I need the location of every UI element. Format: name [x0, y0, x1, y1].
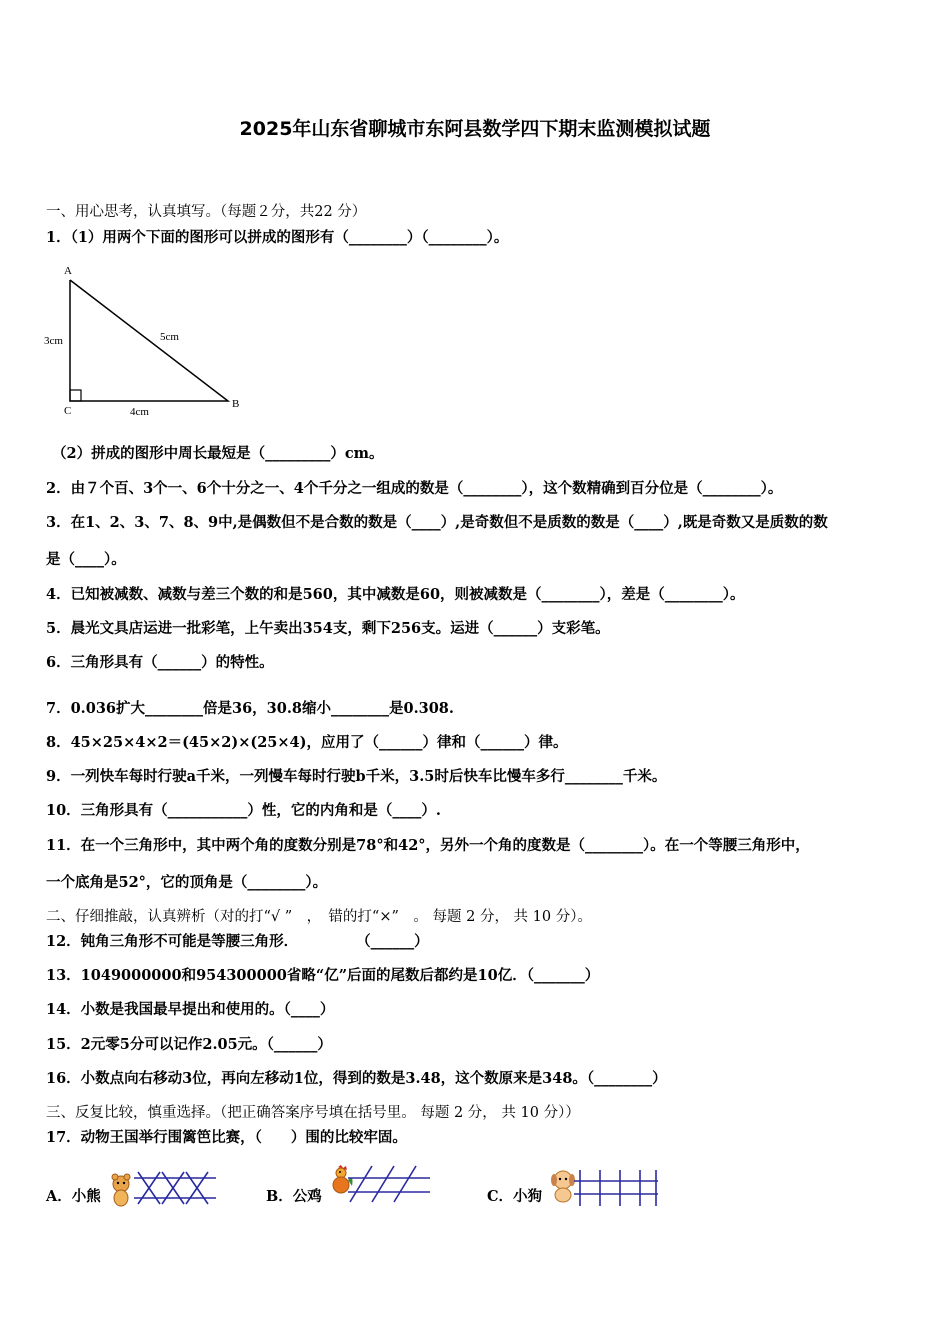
question-11-cont: 一个底角是52°，它的顶角是（________）。: [46, 874, 328, 891]
question-3-cont: 是（____）。: [46, 551, 126, 568]
side-cb-label: 4cm: [130, 406, 149, 418]
question-5: 5．晨光文具店运进一批彩笔，上午卖出354支，剩下256支。运进（______）支彩笔。: [46, 620, 610, 637]
question-15: 15．2元零5分可以记作2.05元。（______）: [46, 1036, 332, 1053]
question-14: 14．小数是我国最早提出和使用的。（____）: [46, 1001, 335, 1018]
vertex-c-label: C: [64, 405, 72, 417]
question-7: 7．0.036扩大________倍是36，30.8缩小________是0.308.: [46, 700, 454, 717]
fence-slant-icon: [344, 1162, 432, 1206]
fence-grid-icon: [574, 1168, 660, 1208]
side-ab-label: 5cm: [160, 331, 179, 343]
question-1: 1．（1）用两个下面的图形可以拼成的图形有（________）（________）。: [46, 229, 509, 246]
question-4: 4．已知被减数、减数与差三个数的和是560，其中减数是60，则被减数是（________），差是（________）。: [46, 586, 745, 603]
question-17: 17．动物王国举行围篱笆比赛，（ ）围的比较牢固。: [46, 1129, 407, 1146]
question-1-part-2: （2）拼成的图形中周长最短是（_________）cm。: [52, 445, 384, 462]
question-3: 3．在1、2、3、7、8、9中,是偶数但不是合数的数是（____）,是奇数但不是质数的数是（____）,既是奇数又是质数的数: [46, 514, 828, 531]
option-c-label[interactable]: C．小狗: [487, 1188, 543, 1205]
question-12: 12．钝角三角形不可能是等腰三角形． （______）: [46, 933, 429, 950]
option-a-label[interactable]: A．小熊: [46, 1188, 101, 1205]
right-triangle-figure: [40, 262, 260, 422]
question-13: 13．1049000000和954300000省略“亿”后面的尾数后都约是10亿．（_______）: [46, 967, 600, 984]
question-16: 16．小数点向右移动3位，再向左移动1位，得到的数是3.48，这个数原来是348。（________）: [46, 1070, 667, 1087]
question-11: 11．在一个三角形中，其中两个角的度数分别是78°和42°，另外一个角的度数是（________）。在一个等腰三角形中，: [46, 837, 810, 854]
section-2-heading: 二、仔细推敲，认真辨析（对的打“√ ” ， 错的打“×” 。 每题 2 分， 共 10 分）。: [46, 909, 592, 925]
triangle-outline: [70, 280, 228, 401]
section-1-heading: 一、用心思考，认真填写。（每题２分，共22 分）: [46, 204, 367, 220]
fence-cross-icon: [134, 1170, 218, 1206]
question-9: 9．一列快车每时行驶a千米，一列慢车每时行驶b千米，3.5时后快车比慢车多行________千米。: [46, 768, 667, 785]
page-title: 2025年山东省聊城市东阿县数学四下期末监测模拟试题: [239, 118, 711, 140]
side-ac-label: 3cm: [44, 335, 63, 347]
question-8: 8．45×25×4×2＝(45×2)×(25×4)，应用了（______）律和（______）律。: [46, 734, 568, 751]
question-2: 2．由７个百、3个一、6个十分之一、4个千分之一组成的数是（________），这个数精确到百分位是（________）。: [46, 480, 783, 497]
section-3-heading: 三、反复比较，慎重选择。（把正确答案序号填在括号里。 每题 2 分， 共 10 分））: [46, 1105, 580, 1121]
option-b-label[interactable]: B．公鸡: [266, 1188, 322, 1205]
right-angle-mark: [70, 390, 81, 401]
question-10: 10．三角形具有（___________）性，它的内角和是（____）.: [46, 802, 441, 819]
vertex-b-label: B: [232, 398, 240, 410]
vertex-a-label: A: [64, 265, 72, 277]
question-6: 6．三角形具有（______）的特性。: [46, 654, 274, 671]
